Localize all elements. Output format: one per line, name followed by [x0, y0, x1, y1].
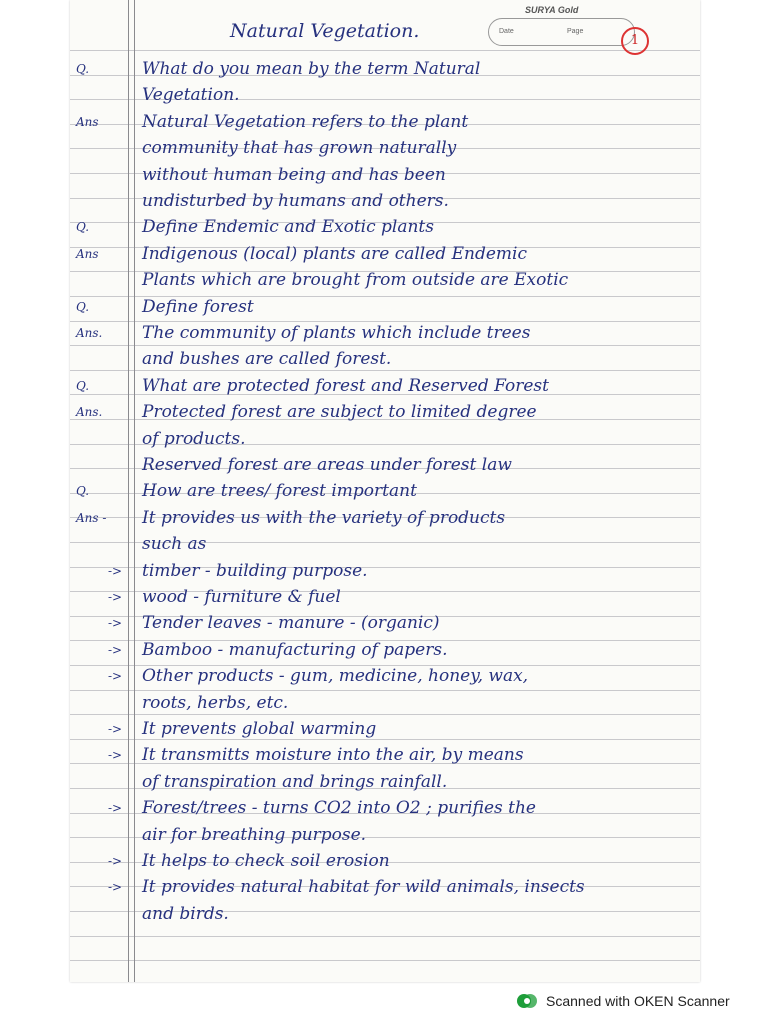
- line-marker: Ans.: [76, 326, 103, 340]
- note-line: Forest/trees - turns CO2 into O2 ; purifies the: [142, 798, 536, 819]
- note-line: It provides natural habitat for wild animals, insects: [142, 877, 585, 898]
- ruled-line: [70, 714, 700, 715]
- note-line: Other products - gum, medicine, honey, wax,: [142, 666, 529, 687]
- note-line: Bamboo - manufacturing of papers.: [142, 639, 448, 660]
- margin-line-right: [134, 0, 135, 982]
- line-marker: Ans: [76, 114, 99, 129]
- note-line: Reserved forest are areas under forest law: [142, 455, 512, 475]
- date-label: Date: [499, 28, 514, 35]
- note-line: of transpiration and brings rainfall.: [142, 771, 448, 792]
- note-line: It transmitts moisture into the air, by means: [142, 745, 524, 766]
- note-line: Natural Vegetation refers to the plant: [142, 111, 469, 132]
- note-line: and birds.: [142, 903, 229, 924]
- line-marker: ->: [108, 563, 123, 578]
- margin-line-left: [128, 0, 129, 982]
- line-marker: ->: [108, 722, 123, 736]
- oken-scanner-logo-icon: [516, 990, 538, 1012]
- note-line: roots, herbs, etc.: [142, 692, 289, 713]
- line-marker: ->: [108, 669, 123, 684]
- line-marker: ->: [108, 801, 123, 816]
- note-line: The community of plants which include trees: [142, 323, 531, 343]
- line-marker: ->: [108, 590, 123, 604]
- note-line: such as: [142, 534, 207, 555]
- line-marker: Q.: [76, 484, 90, 499]
- line-marker: Q.: [76, 62, 90, 76]
- note-line: of products.: [142, 428, 246, 449]
- note-line: Tender leaves - manure - (organic): [142, 613, 440, 634]
- line-marker: Ans -: [76, 510, 107, 525]
- page-title: Natural Vegetation.: [230, 20, 420, 42]
- scanner-text: Scanned with OKEN Scanner: [546, 993, 730, 1009]
- note-line: What do you mean by the term Natural: [142, 59, 481, 79]
- note-line: How are trees/ forest important: [142, 481, 417, 502]
- note-line: wood - furniture & fuel: [142, 587, 341, 607]
- notebook-page: [70, 0, 700, 982]
- note-line: air for breathing purpose.: [142, 824, 367, 845]
- line-marker: Q.: [76, 220, 90, 235]
- note-line: community that has grown naturally: [142, 138, 457, 159]
- line-marker: ->: [108, 748, 123, 763]
- note-line: timber - building purpose.: [142, 560, 368, 581]
- ruled-line: [70, 50, 700, 51]
- ruled-line: [70, 345, 700, 346]
- note-line: Define forest: [142, 296, 254, 317]
- line-marker: ->: [108, 616, 123, 631]
- notebook-brand: SURYA Gold: [525, 5, 579, 15]
- note-line: without human being and has been: [142, 164, 446, 185]
- line-marker: Ans.: [76, 405, 103, 420]
- note-line: It prevents global warming: [142, 719, 377, 739]
- ruled-line: [70, 690, 700, 691]
- line-marker: ->: [108, 854, 123, 868]
- line-marker: Q.: [76, 378, 90, 393]
- note-line: Plants which are brought from outside are Exotic: [142, 270, 569, 291]
- page-number: 1: [621, 27, 649, 55]
- note-line: undisturbed by humans and others.: [142, 191, 449, 211]
- note-line: Indigenous (local) plants are called Endemic: [142, 243, 527, 264]
- scanner-footer: [516, 990, 730, 1012]
- ruled-line: [70, 936, 700, 937]
- date-page-box: [488, 18, 635, 46]
- line-marker: ->: [108, 880, 123, 895]
- line-marker: Q.: [76, 299, 90, 314]
- note-line: and bushes are called forest.: [142, 349, 392, 370]
- line-marker: Ans: [76, 246, 99, 261]
- note-line: Vegetation.: [142, 85, 240, 106]
- page-label: Page: [567, 28, 584, 35]
- ruled-line: [70, 960, 700, 961]
- line-marker: ->: [108, 642, 123, 657]
- note-line: It helps to check soil erosion: [142, 851, 390, 871]
- note-line: It provides us with the variety of products: [142, 507, 506, 528]
- note-line: Define Endemic and Exotic plants: [142, 217, 434, 238]
- note-line: What are protected forest and Reserved Forest: [142, 375, 549, 396]
- note-line: Protected forest are subject to limited degree: [142, 402, 537, 423]
